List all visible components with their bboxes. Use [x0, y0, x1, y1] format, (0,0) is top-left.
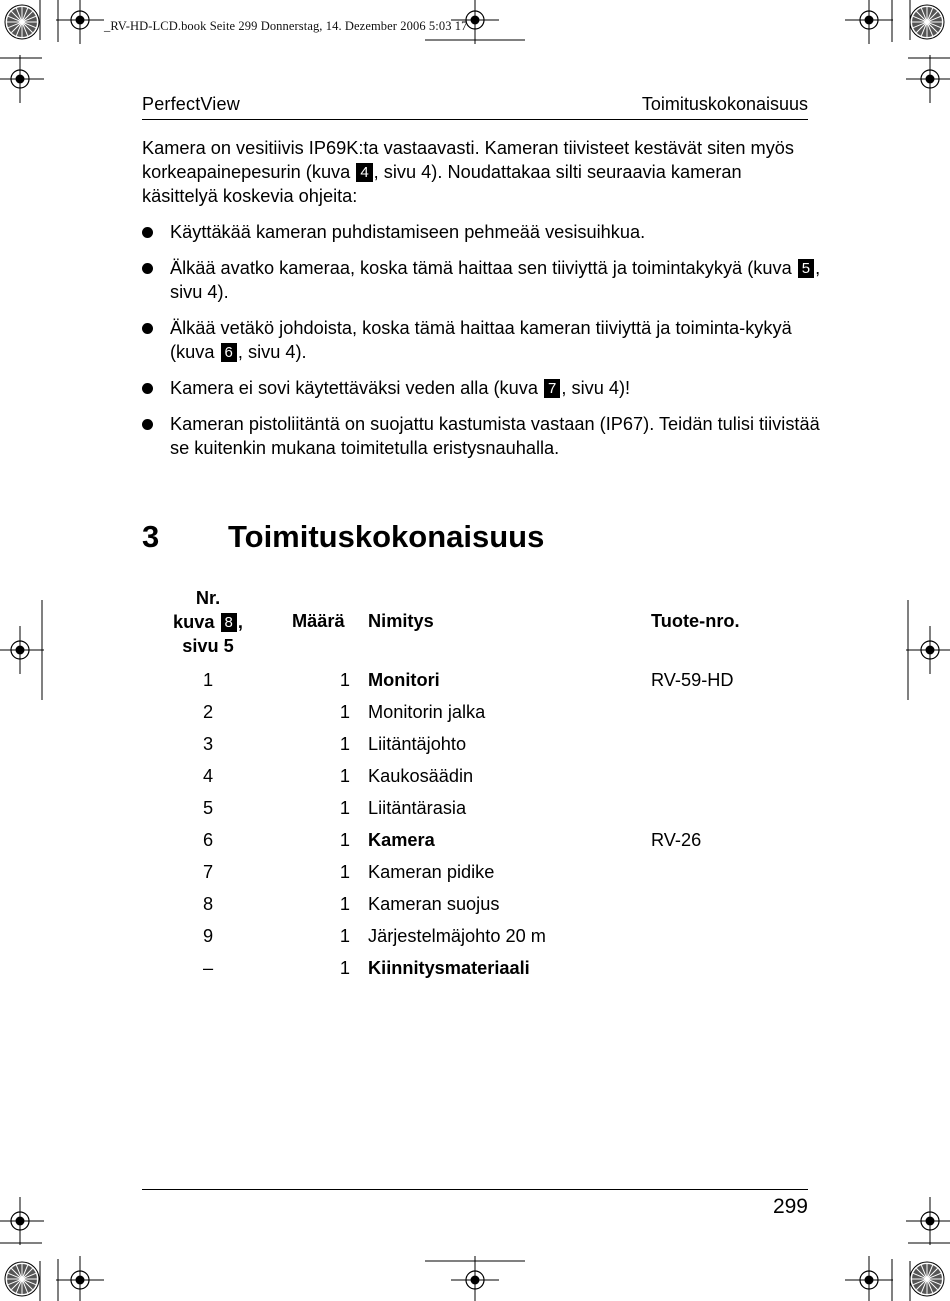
row-nr: 5: [202, 798, 214, 818]
list-item-text: Kamera ei sovi käytettäväksi veden alla (kuva: [170, 378, 544, 398]
bullet-icon: [142, 419, 153, 430]
table-row: [0, 764, 950, 796]
bullet-icon: [142, 383, 153, 394]
table-row: [0, 860, 950, 892]
row-name: Kameran suojus: [368, 894, 500, 914]
row-qty: 1: [339, 702, 350, 722]
list-item: [142, 256, 822, 304]
column-header-qty: Määrä: [292, 611, 345, 631]
row-name: Kameran pidike: [368, 862, 495, 882]
header-nr-line2: [158, 610, 258, 634]
row-qty: 1: [339, 958, 350, 978]
footer-rule: [142, 1189, 808, 1190]
list-item: [142, 316, 822, 364]
section-number: 3: [142, 519, 160, 554]
column-header-name: Nimitys: [368, 611, 434, 631]
row-product: RV-59-HD: [651, 670, 734, 690]
header-nr-line3: sivu 5: [182, 636, 234, 656]
row-qty: 1: [339, 862, 350, 882]
row-qty: 1: [339, 670, 350, 690]
header-nr-line1: Nr.: [195, 588, 221, 608]
header-nr-kuva: kuva: [173, 612, 220, 632]
figure-ref-box: 8: [221, 613, 237, 632]
row-name: Liitäntäjohto: [368, 734, 467, 754]
row-nr: 6: [202, 830, 214, 850]
row-qty: 1: [339, 798, 350, 818]
delivery-table: [0, 668, 950, 988]
table-row: [0, 924, 950, 956]
row-name: Järjestelmäjohto 20 m: [368, 926, 546, 946]
section-title: Toimituskokonaisuus: [228, 519, 545, 554]
running-header-title: Toimituskokonaisuus: [641, 94, 808, 114]
table-row: [0, 892, 950, 924]
list-item: [142, 220, 822, 244]
row-nr: 4: [202, 766, 214, 786]
row-nr: 8: [202, 894, 214, 914]
row-name: Monitorin jalka: [368, 702, 486, 722]
column-header-product: Tuote-nro.: [651, 611, 740, 631]
row-product: RV-26: [651, 830, 702, 850]
table-row: [0, 668, 950, 700]
column-header-nr: [158, 586, 258, 658]
list-item: [142, 376, 822, 400]
list-item-text: Älkää vetäkö johdoista, koska tämä haittaa kameran tiiviyttä ja toiminta-kykyä (kuva: [170, 318, 792, 362]
printer-slug: _RV-HD-LCD.book Seite 299 Donnerstag, 14. Dezember 2006 5:03 17: [104, 19, 468, 33]
figure-ref-box: 4: [356, 163, 372, 182]
bullet-icon: [142, 263, 153, 274]
table-row: [0, 956, 950, 988]
row-qty: 1: [339, 766, 350, 786]
intro-text-1: Kamera on vesitiivis IP69K:ta vastaavasti. Kameran tiivisteet kestävät siten myös korkeapainepesurin (kuva: [142, 138, 794, 182]
row-name: Kamera: [368, 830, 435, 850]
table-row: [0, 700, 950, 732]
list-item-text: , sivu 4).: [170, 258, 821, 302]
row-nr: –: [202, 958, 214, 978]
row-nr: 9: [202, 926, 214, 946]
row-qty: 1: [339, 734, 350, 754]
table-row: [0, 732, 950, 764]
instruction-list: [142, 220, 822, 472]
header-nr-comma: ,: [237, 612, 243, 632]
row-name: Kaukosäädin: [368, 766, 474, 786]
row-nr: 1: [202, 670, 214, 690]
row-qty: 1: [339, 926, 350, 946]
row-name: Liitäntärasia: [368, 798, 467, 818]
row-nr: 3: [202, 734, 214, 754]
list-item-text: , sivu 4).: [237, 342, 307, 362]
row-name: Kiinnitysmateriaali: [368, 958, 530, 978]
intro-paragraph: [142, 136, 817, 208]
figure-ref-box: 6: [221, 343, 237, 362]
page-number: 299: [772, 1195, 808, 1218]
list-item-text: Älkää avatko kameraa, koska tämä haittaa sen tiiviyttä ja toimintakykyä (kuva: [170, 258, 797, 278]
figure-ref-box: 5: [798, 259, 814, 278]
header-rule: [142, 119, 808, 120]
row-qty: 1: [339, 894, 350, 914]
intro-text-2: , sivu 4). Noudattakaa silti seuraavia kameran käsittelyä koskevia ohjeita:: [142, 162, 742, 206]
list-item-text: Käyttäkää kameran puhdistamiseen pehmeää vesisuihkua.: [170, 222, 646, 242]
list-item-text: Kameran pistoliitäntä on suojattu kastumista vastaan (IP67). Teidän tulisi tiivistää se kuitenkin mukana toimitetulla eristysnauhalla.: [170, 414, 820, 458]
figure-ref-box: 7: [544, 379, 560, 398]
row-qty: 1: [339, 830, 350, 850]
bullet-icon: [142, 323, 153, 334]
list-item-text: , sivu 4)!: [561, 378, 631, 398]
running-header-brand: PerfectView: [142, 94, 240, 114]
row-nr: 7: [202, 862, 214, 882]
row-name: Monitori: [368, 670, 440, 690]
table-row: [0, 828, 950, 860]
list-item: [142, 412, 822, 460]
bullet-icon: [142, 227, 153, 238]
row-nr: 2: [202, 702, 214, 722]
table-row: [0, 796, 950, 828]
